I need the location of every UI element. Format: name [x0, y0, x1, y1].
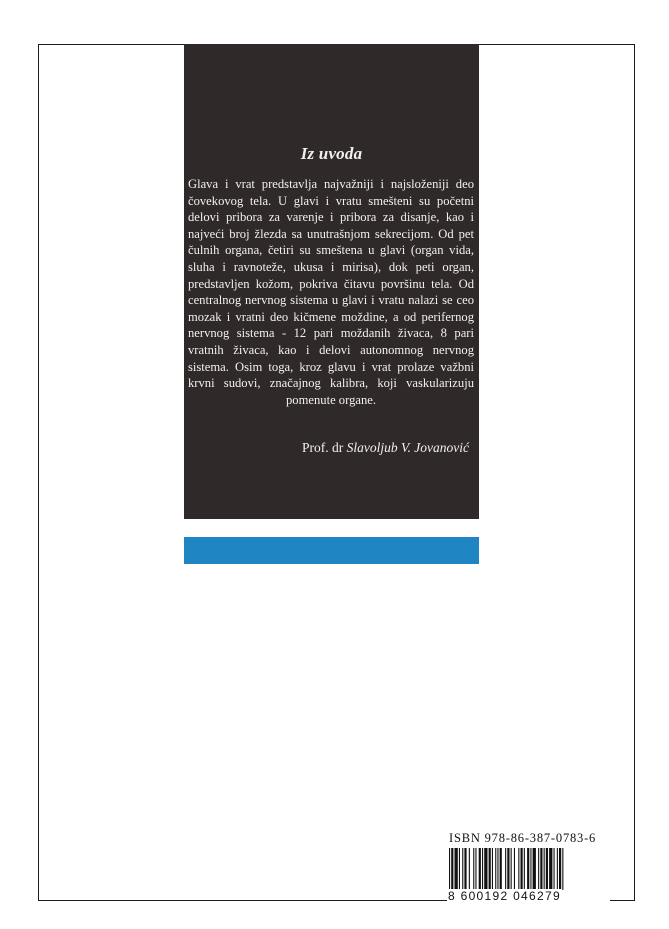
signature-name: Slavoljub V. Jovanović — [346, 440, 469, 455]
intro-panel — [184, 44, 479, 519]
intro-title: Iz uvoda — [300, 144, 363, 163]
accent-bar — [184, 537, 479, 564]
barcode-digits: 8 600192 046279 — [448, 889, 561, 903]
signature-prefix: Prof. dr — [302, 440, 344, 455]
isbn-label: ISBN 978-86-387-0783-6 — [449, 831, 597, 845]
author-signature — [302, 440, 469, 456]
intro-body-text: Glava i vrat predstavlja najvažniji i najsloženiji deo čovekovog tela. U glavi i vratu smešteni su početni delovi pribora za varenje i pribora za disanje, kao i najveći broj žlezda sa unutrašnjom sekrecijom. Od pet čulnih organa, četiri su smeštena u glavi (organ vida, sluha i ravnoteže, ukusa i mirisa), dok peti organ, predstavljen kožom, pokriva čitavu površinu tela. Od centralnog nervnog sistema u glavi i vratu nalazi se ceo mozak i vratni deo kičmene moždine, a od perifernog nervnog sistema - 12 pari moždanih živaca, 8 pari vratnih živaca, kao i delovi autonomnog nervnog sistema. Osim toga, kroz glavu i vrat prolaze važbni krvni sudovi, značajnog kalibra, koji vaskularizuju pomenute organe. — [188, 177, 474, 407]
